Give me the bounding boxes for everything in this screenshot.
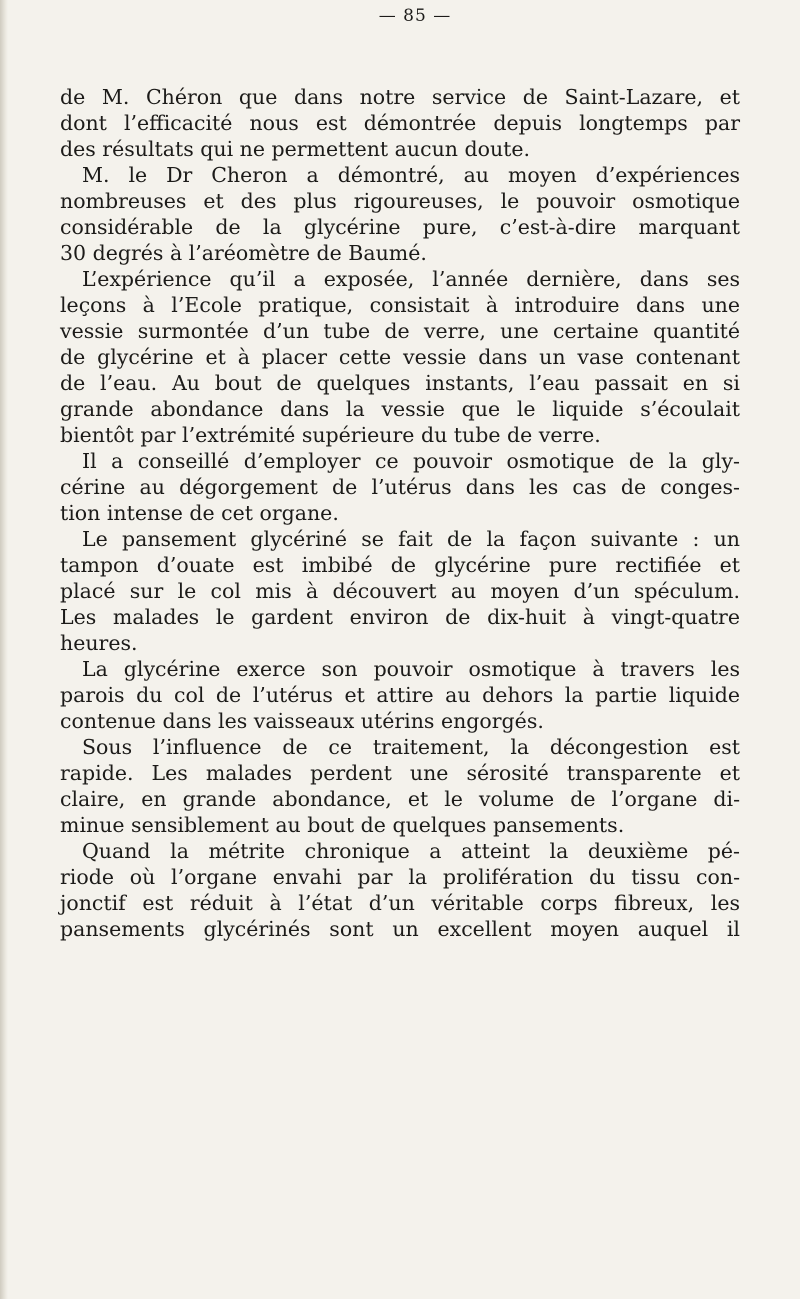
text-line: Quand la métrite chronique a atteint la deuxième pé- [82, 839, 740, 863]
text-line: pansements glycérinés sont un excellent moyen auquel il [60, 917, 740, 941]
text-line: M. le Dr Cheron a démontré, au moyen d’expériences [82, 163, 740, 187]
text-line: minue sensiblement au bout de quelques pansements. [60, 813, 625, 837]
text-line: grande abondance dans la vessie que le liquide s’écoulait [60, 397, 740, 421]
text-line: placé sur le col mis à découvert au moyen d’un spéculum. [60, 579, 740, 603]
text-line: vessie surmontée d’un tube de verre, une certaine quantité [60, 319, 740, 343]
text-line: Les malades le gardent environ de dix-huit à vingt-quatre [60, 605, 740, 629]
text-line: 30 degrés à l’aréomètre de Baumé. [60, 241, 427, 265]
text-line: rapide. Les malades perdent une sérosité transparente et [60, 761, 740, 785]
text-line: Il a conseillé d’employer ce pouvoir osmotique de la gly- [82, 449, 740, 473]
text-line: de M. Chéron que dans notre service de Saint-Lazare, et [60, 85, 740, 109]
text-line: parois du col de l’utérus et attire au dehors la partie liquide [60, 683, 740, 707]
text-line: Sous l’influence de ce traitement, la décongestion est [82, 735, 740, 759]
text-line: cérine au dégorgement de l’utérus dans les cas de conges- [60, 475, 740, 499]
text-line: L’expérience qu’il a exposée, l’année dernière, dans ses [82, 267, 740, 291]
page-binding-edge [0, 0, 8, 1299]
text-line: nombreuses et des plus rigoureuses, le pouvoir osmotique [60, 189, 740, 213]
text-line: Le pansement glycériné se fait de la façon suivante : un [82, 527, 740, 551]
text-line: claire, en grande abondance, et le volume de l’organe di- [60, 787, 740, 811]
text-line: La glycérine exerce son pouvoir osmotique à travers les [82, 657, 740, 681]
text-line: de glycérine et à placer cette vessie dans un vase contenant [60, 345, 740, 369]
text-line: tion intense de cet organe. [60, 501, 339, 525]
text-line: considérable de la glycérine pure, c’est-à-dire marquant [60, 215, 740, 239]
text-line: tampon d’ouate est imbibé de glycérine pure rectifiée et [60, 553, 740, 577]
text-line: dont l’efficacité nous est démontrée depuis longtemps par [60, 111, 740, 135]
text-line: contenue dans les vaisseaux utérins engorgés. [60, 709, 544, 733]
text-line: de l’eau. Au bout de quelques instants, l’eau passait en si [60, 371, 740, 395]
text-line: jonctif est réduit à l’état d’un véritable corps fibreux, les [60, 891, 740, 915]
text-line: heures. [60, 631, 138, 655]
text-line: leçons à l’Ecole pratique, consistait à introduire dans une [60, 293, 740, 317]
page-number: — 85 — [378, 6, 452, 26]
text-line: riode où l’organe envahi par la prolifération du tissu con- [60, 865, 740, 889]
body-text [60, 84, 740, 942]
text-line: bientôt par l’extrémité supérieure du tube de verre. [60, 423, 601, 447]
text-line: des résultats qui ne permettent aucun doute. [60, 137, 531, 161]
